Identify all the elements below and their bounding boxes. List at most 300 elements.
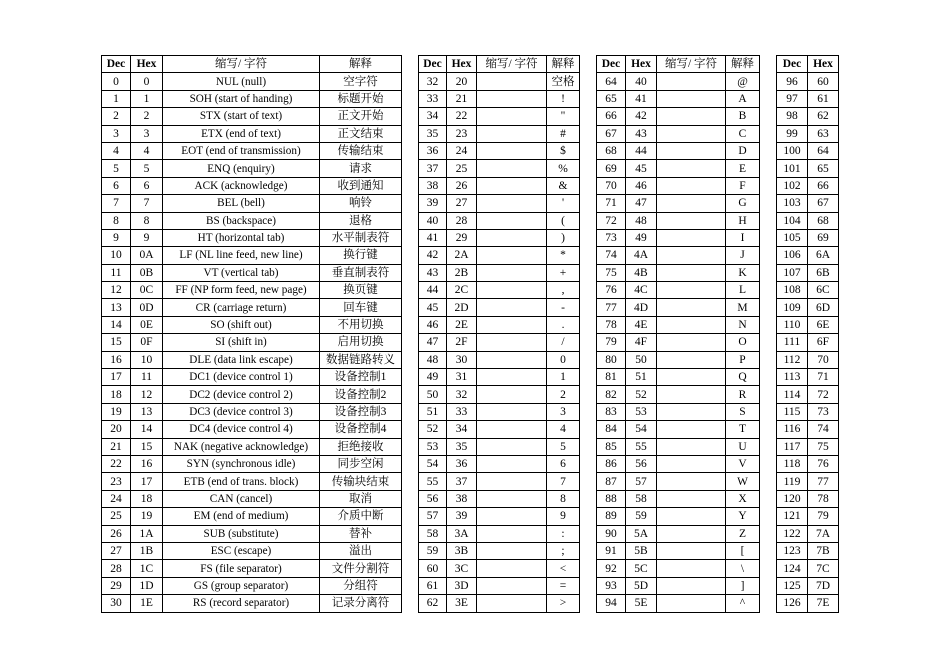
table-row — [597, 125, 760, 142]
abbr-char-cell: SI (shift in) — [163, 334, 320, 351]
explanation-cell: , — [547, 282, 580, 299]
dec-cell: 12 — [102, 282, 131, 299]
hex-cell: 5A — [626, 525, 657, 542]
table-row — [597, 73, 760, 90]
abbr-char-cell — [657, 438, 726, 455]
explanation-header: 解释 — [320, 56, 402, 73]
explanation-cell: R — [726, 386, 760, 403]
explanation-cell: 标题开始 — [320, 90, 402, 107]
explanation-cell: ( — [547, 212, 580, 229]
hex-cell: 20 — [447, 73, 477, 90]
explanation-cell: 正文结束 — [320, 125, 402, 142]
dec-cell: 62 — [419, 595, 447, 612]
hex-cell: 2 — [131, 108, 163, 125]
dec-cell: 42 — [419, 247, 447, 264]
hex-cell: 11 — [131, 369, 163, 386]
table-row — [597, 195, 760, 212]
table-row — [597, 247, 760, 264]
hex-cell: 36 — [447, 455, 477, 472]
dec-cell: 89 — [597, 508, 626, 525]
dec-cell: 20 — [102, 421, 131, 438]
hex-cell: 46 — [626, 177, 657, 194]
dec-cell: 78 — [597, 316, 626, 333]
explanation-cell: P — [726, 351, 760, 368]
explanation-cell: A — [726, 90, 760, 107]
abbr-char-cell: DLE (data link escape) — [163, 351, 320, 368]
explanation-cell: Y — [726, 508, 760, 525]
abbr-char-cell: CR (carriage return) — [163, 299, 320, 316]
hex-cell: 1D — [131, 577, 163, 594]
table-row — [777, 299, 839, 316]
hex-cell: 53 — [626, 403, 657, 420]
table-row — [419, 90, 580, 107]
table-row — [419, 177, 580, 194]
abbr-char-cell — [477, 108, 547, 125]
table-row — [102, 142, 402, 159]
abbr-char-cell — [477, 125, 547, 142]
explanation-cell: 启用切换 — [320, 334, 402, 351]
abbr-char-cell — [657, 73, 726, 90]
explanation-cell: G — [726, 195, 760, 212]
explanation-cell: 设备控制2 — [320, 386, 402, 403]
table-row — [777, 577, 839, 594]
dec-cell: 70 — [597, 177, 626, 194]
table-row — [102, 299, 402, 316]
dec-cell: 56 — [419, 490, 447, 507]
table-row — [777, 421, 839, 438]
explanation-cell: 数据链路转义 — [320, 351, 402, 368]
explanation-cell: 取消 — [320, 490, 402, 507]
dec-cell: 18 — [102, 386, 131, 403]
dec-cell: 7 — [102, 195, 131, 212]
abbr-char-cell — [477, 282, 547, 299]
explanation-cell: " — [547, 108, 580, 125]
table-row — [777, 334, 839, 351]
table-row — [597, 595, 760, 612]
hex-cell: 4F — [626, 334, 657, 351]
explanation-cell: D — [726, 142, 760, 159]
explanation-cell: < — [547, 560, 580, 577]
abbr-char-cell — [477, 247, 547, 264]
hex-cell: 6 — [131, 177, 163, 194]
table-row — [102, 351, 402, 368]
ascii-table-punct-digits — [418, 55, 580, 613]
table-row — [102, 369, 402, 386]
table-row — [597, 473, 760, 490]
dec-cell: 111 — [777, 334, 808, 351]
hex-cell: 23 — [447, 125, 477, 142]
dec-cell: 64 — [597, 73, 626, 90]
abbr-char-cell — [477, 560, 547, 577]
abbr-char-cell — [657, 369, 726, 386]
table-row — [102, 490, 402, 507]
table-row — [777, 542, 839, 559]
hex-cell: 2C — [447, 282, 477, 299]
explanation-cell: 垂直制表符 — [320, 264, 402, 281]
explanation-cell: * — [547, 247, 580, 264]
hex-cell: 22 — [447, 108, 477, 125]
explanation-cell: 设备控制3 — [320, 403, 402, 420]
dec-cell: 115 — [777, 403, 808, 420]
dec-cell: 123 — [777, 542, 808, 559]
abbr-char-cell — [477, 229, 547, 246]
hex-cell: 18 — [131, 490, 163, 507]
explanation-cell: 换行键 — [320, 247, 402, 264]
hex-cell: 26 — [447, 177, 477, 194]
abbr-char-cell — [657, 525, 726, 542]
hex-cell: 60 — [808, 73, 839, 90]
hex-cell: 15 — [131, 438, 163, 455]
abbr-char-cell: BS (backspace) — [163, 212, 320, 229]
hex-cell: 76 — [808, 455, 839, 472]
table-row — [597, 577, 760, 594]
dec-cell: 73 — [597, 229, 626, 246]
explanation-cell: ] — [726, 577, 760, 594]
dec-cell: 2 — [102, 108, 131, 125]
table-row — [102, 438, 402, 455]
table-row — [102, 542, 402, 559]
abbr-char-cell — [657, 403, 726, 420]
table-row — [777, 473, 839, 490]
explanation-cell: 溢出 — [320, 542, 402, 559]
table-row — [419, 508, 580, 525]
explanation-cell: 替补 — [320, 525, 402, 542]
table-row — [777, 125, 839, 142]
explanation-cell: 4 — [547, 421, 580, 438]
ascii-table-control-chars — [101, 55, 402, 613]
abbr-char-cell: SO (shift out) — [163, 316, 320, 333]
abbr-char-cell — [657, 264, 726, 281]
table-row — [597, 421, 760, 438]
hex-cell: 6C — [808, 282, 839, 299]
explanation-header: 解释 — [547, 56, 580, 73]
explanation-cell: ' — [547, 195, 580, 212]
explanation-cell: 响铃 — [320, 195, 402, 212]
abbr-char-cell — [657, 421, 726, 438]
hex-cell: 5E — [626, 595, 657, 612]
explanation-cell: 请求 — [320, 160, 402, 177]
dec-cell: 105 — [777, 229, 808, 246]
table-row — [597, 108, 760, 125]
table-row — [777, 560, 839, 577]
dec-cell: 104 — [777, 212, 808, 229]
explanation-cell: U — [726, 438, 760, 455]
table-row — [102, 247, 402, 264]
table-row — [777, 195, 839, 212]
dec-cell: 27 — [102, 542, 131, 559]
abbr-char-cell — [657, 542, 726, 559]
table-row — [777, 438, 839, 455]
dec-cell: 24 — [102, 490, 131, 507]
hex-cell: 45 — [626, 160, 657, 177]
table-row — [419, 73, 580, 90]
explanation-cell: 传输结束 — [320, 142, 402, 159]
explanation-cell: 拒绝接收 — [320, 438, 402, 455]
table-row — [597, 282, 760, 299]
hex-cell: 0E — [131, 316, 163, 333]
table-row — [102, 160, 402, 177]
table-row — [597, 542, 760, 559]
hex-cell: 4B — [626, 264, 657, 281]
table-row — [102, 334, 402, 351]
table-row — [777, 282, 839, 299]
abbr-char-cell — [477, 386, 547, 403]
abbr-char-header: 缩写/ 字符 — [163, 56, 320, 73]
dec-cell: 90 — [597, 525, 626, 542]
hex-cell: 68 — [808, 212, 839, 229]
hex-cell: 65 — [808, 160, 839, 177]
dec-cell: 55 — [419, 473, 447, 490]
hex-cell: 1E — [131, 595, 163, 612]
dec-cell: 15 — [102, 334, 131, 351]
dec-cell: 108 — [777, 282, 808, 299]
dec-cell: 14 — [102, 316, 131, 333]
table-row — [419, 334, 580, 351]
table-row — [102, 125, 402, 142]
explanation-cell: 传输块结束 — [320, 473, 402, 490]
ascii-table-uppercase — [596, 55, 760, 613]
explanation-cell: 水平制表符 — [320, 229, 402, 246]
table-row — [777, 264, 839, 281]
explanation-cell: 收到通知 — [320, 177, 402, 194]
dec-cell: 125 — [777, 577, 808, 594]
abbr-char-cell — [657, 247, 726, 264]
hex-cell: 16 — [131, 455, 163, 472]
table-row — [597, 490, 760, 507]
explanation-cell: # — [547, 125, 580, 142]
hex-cell: 49 — [626, 229, 657, 246]
hex-cell: 1B — [131, 542, 163, 559]
hex-cell: 31 — [447, 369, 477, 386]
table-header-row — [419, 56, 580, 73]
hex-cell: 0 — [131, 73, 163, 90]
abbr-char-cell — [477, 473, 547, 490]
abbr-char-cell — [477, 421, 547, 438]
hex-cell: 33 — [447, 403, 477, 420]
dec-cell: 79 — [597, 334, 626, 351]
abbr-char-cell — [657, 351, 726, 368]
table-row — [597, 212, 760, 229]
table-row — [102, 73, 402, 90]
abbr-char-cell: ENQ (enquiry) — [163, 160, 320, 177]
hex-header: Hex — [626, 56, 657, 73]
explanation-cell: E — [726, 160, 760, 177]
dec-cell: 83 — [597, 403, 626, 420]
abbr-char-cell — [657, 508, 726, 525]
hex-cell: 4D — [626, 299, 657, 316]
hex-cell: 27 — [447, 195, 477, 212]
explanation-cell: I — [726, 229, 760, 246]
dec-header: Dec — [419, 56, 447, 73]
table-row — [777, 455, 839, 472]
table-row — [777, 403, 839, 420]
table-row — [419, 577, 580, 594]
dec-cell: 81 — [597, 369, 626, 386]
abbr-char-cell — [657, 595, 726, 612]
dec-cell: 85 — [597, 438, 626, 455]
abbr-char-cell — [477, 195, 547, 212]
table-row — [419, 160, 580, 177]
abbr-char-cell — [657, 299, 726, 316]
dec-cell: 9 — [102, 229, 131, 246]
table-row — [419, 369, 580, 386]
abbr-char-cell: STX (start of text) — [163, 108, 320, 125]
dec-cell: 98 — [777, 108, 808, 125]
explanation-cell: 设备控制4 — [320, 421, 402, 438]
abbr-char-cell — [477, 177, 547, 194]
explanation-cell: $ — [547, 142, 580, 159]
hex-cell: 25 — [447, 160, 477, 177]
table-row — [777, 212, 839, 229]
table-row — [419, 542, 580, 559]
dec-cell: 33 — [419, 90, 447, 107]
dec-cell: 46 — [419, 316, 447, 333]
table-header-row — [597, 56, 760, 73]
hex-cell: 2E — [447, 316, 477, 333]
dec-cell: 21 — [102, 438, 131, 455]
abbr-char-cell — [477, 334, 547, 351]
explanation-cell: Z — [726, 525, 760, 542]
dec-cell: 35 — [419, 125, 447, 142]
dec-cell: 106 — [777, 247, 808, 264]
abbr-char-cell: ESC (escape) — [163, 542, 320, 559]
table-row — [102, 195, 402, 212]
dec-cell: 48 — [419, 351, 447, 368]
hex-cell: 78 — [808, 490, 839, 507]
table-row — [102, 316, 402, 333]
abbr-char-cell — [657, 125, 726, 142]
abbr-char-cell — [657, 490, 726, 507]
abbr-char-cell: VT (vertical tab) — [163, 264, 320, 281]
dec-cell: 52 — [419, 421, 447, 438]
abbr-char-cell: BEL (bell) — [163, 195, 320, 212]
explanation-cell: M — [726, 299, 760, 316]
dec-cell: 96 — [777, 73, 808, 90]
hex-cell: 3 — [131, 125, 163, 142]
explanation-cell: 8 — [547, 490, 580, 507]
explanation-cell: 9 — [547, 508, 580, 525]
dec-cell: 103 — [777, 195, 808, 212]
abbr-char-cell — [477, 595, 547, 612]
hex-cell: 9 — [131, 229, 163, 246]
explanation-cell: W — [726, 473, 760, 490]
table-header-row — [777, 56, 839, 73]
hex-cell: 39 — [447, 508, 477, 525]
hex-cell: 4A — [626, 247, 657, 264]
dec-cell: 0 — [102, 73, 131, 90]
dec-cell: 122 — [777, 525, 808, 542]
dec-cell: 77 — [597, 299, 626, 316]
hex-cell: 73 — [808, 403, 839, 420]
hex-cell: 71 — [808, 369, 839, 386]
hex-cell: 62 — [808, 108, 839, 125]
dec-cell: 4 — [102, 142, 131, 159]
abbr-char-cell: ETX (end of text) — [163, 125, 320, 142]
table-row — [102, 455, 402, 472]
hex-cell: 47 — [626, 195, 657, 212]
hex-cell: 3C — [447, 560, 477, 577]
hex-cell: 0A — [131, 247, 163, 264]
hex-header: Hex — [808, 56, 839, 73]
hex-cell: 54 — [626, 421, 657, 438]
dec-cell: 71 — [597, 195, 626, 212]
hex-header: Hex — [131, 56, 163, 73]
abbr-char-cell — [477, 369, 547, 386]
table-row — [777, 316, 839, 333]
dec-cell: 82 — [597, 386, 626, 403]
table-row — [597, 160, 760, 177]
hex-cell: 0C — [131, 282, 163, 299]
abbr-char-cell: FS (file separator) — [163, 560, 320, 577]
hex-cell: 3D — [447, 577, 477, 594]
hex-cell: 58 — [626, 490, 657, 507]
dec-cell: 38 — [419, 177, 447, 194]
hex-cell: 12 — [131, 386, 163, 403]
explanation-cell: L — [726, 282, 760, 299]
hex-cell: 10 — [131, 351, 163, 368]
hex-cell: 0D — [131, 299, 163, 316]
dec-cell: 116 — [777, 421, 808, 438]
table-row — [419, 490, 580, 507]
hex-cell: 52 — [626, 386, 657, 403]
abbr-char-cell: CAN (cancel) — [163, 490, 320, 507]
table-row — [419, 247, 580, 264]
table-row — [777, 386, 839, 403]
explanation-cell: 回车键 — [320, 299, 402, 316]
dec-cell: 120 — [777, 490, 808, 507]
table-row — [419, 299, 580, 316]
dec-cell: 1 — [102, 90, 131, 107]
explanation-cell: 介质中断 — [320, 508, 402, 525]
explanation-cell: V — [726, 455, 760, 472]
explanation-cell: J — [726, 247, 760, 264]
hex-cell: 48 — [626, 212, 657, 229]
hex-cell: 64 — [808, 142, 839, 159]
explanation-cell: 退格 — [320, 212, 402, 229]
table-row — [419, 316, 580, 333]
table-row — [777, 229, 839, 246]
abbr-char-cell — [657, 473, 726, 490]
table-row — [419, 438, 580, 455]
explanation-cell: N — [726, 316, 760, 333]
hex-cell: 42 — [626, 108, 657, 125]
table-row — [597, 525, 760, 542]
table-row — [102, 212, 402, 229]
table-row — [597, 299, 760, 316]
hex-cell: 43 — [626, 125, 657, 142]
table-row — [419, 560, 580, 577]
explanation-cell: X — [726, 490, 760, 507]
hex-cell: 40 — [626, 73, 657, 90]
hex-cell: 6E — [808, 316, 839, 333]
table-row — [419, 195, 580, 212]
table-row — [777, 177, 839, 194]
abbr-char-header: 缩写/ 字符 — [477, 56, 547, 73]
abbr-char-cell — [477, 142, 547, 159]
abbr-char-cell: LF (NL line feed, new line) — [163, 247, 320, 264]
abbr-char-cell — [477, 525, 547, 542]
explanation-cell: > — [547, 595, 580, 612]
dec-cell: 36 — [419, 142, 447, 159]
hex-cell: 61 — [808, 90, 839, 107]
dec-cell: 34 — [419, 108, 447, 125]
hex-cell: 69 — [808, 229, 839, 246]
explanation-cell: S — [726, 403, 760, 420]
abbr-char-cell — [657, 195, 726, 212]
dec-cell: 3 — [102, 125, 131, 142]
explanation-cell: C — [726, 125, 760, 142]
abbr-char-cell — [657, 282, 726, 299]
